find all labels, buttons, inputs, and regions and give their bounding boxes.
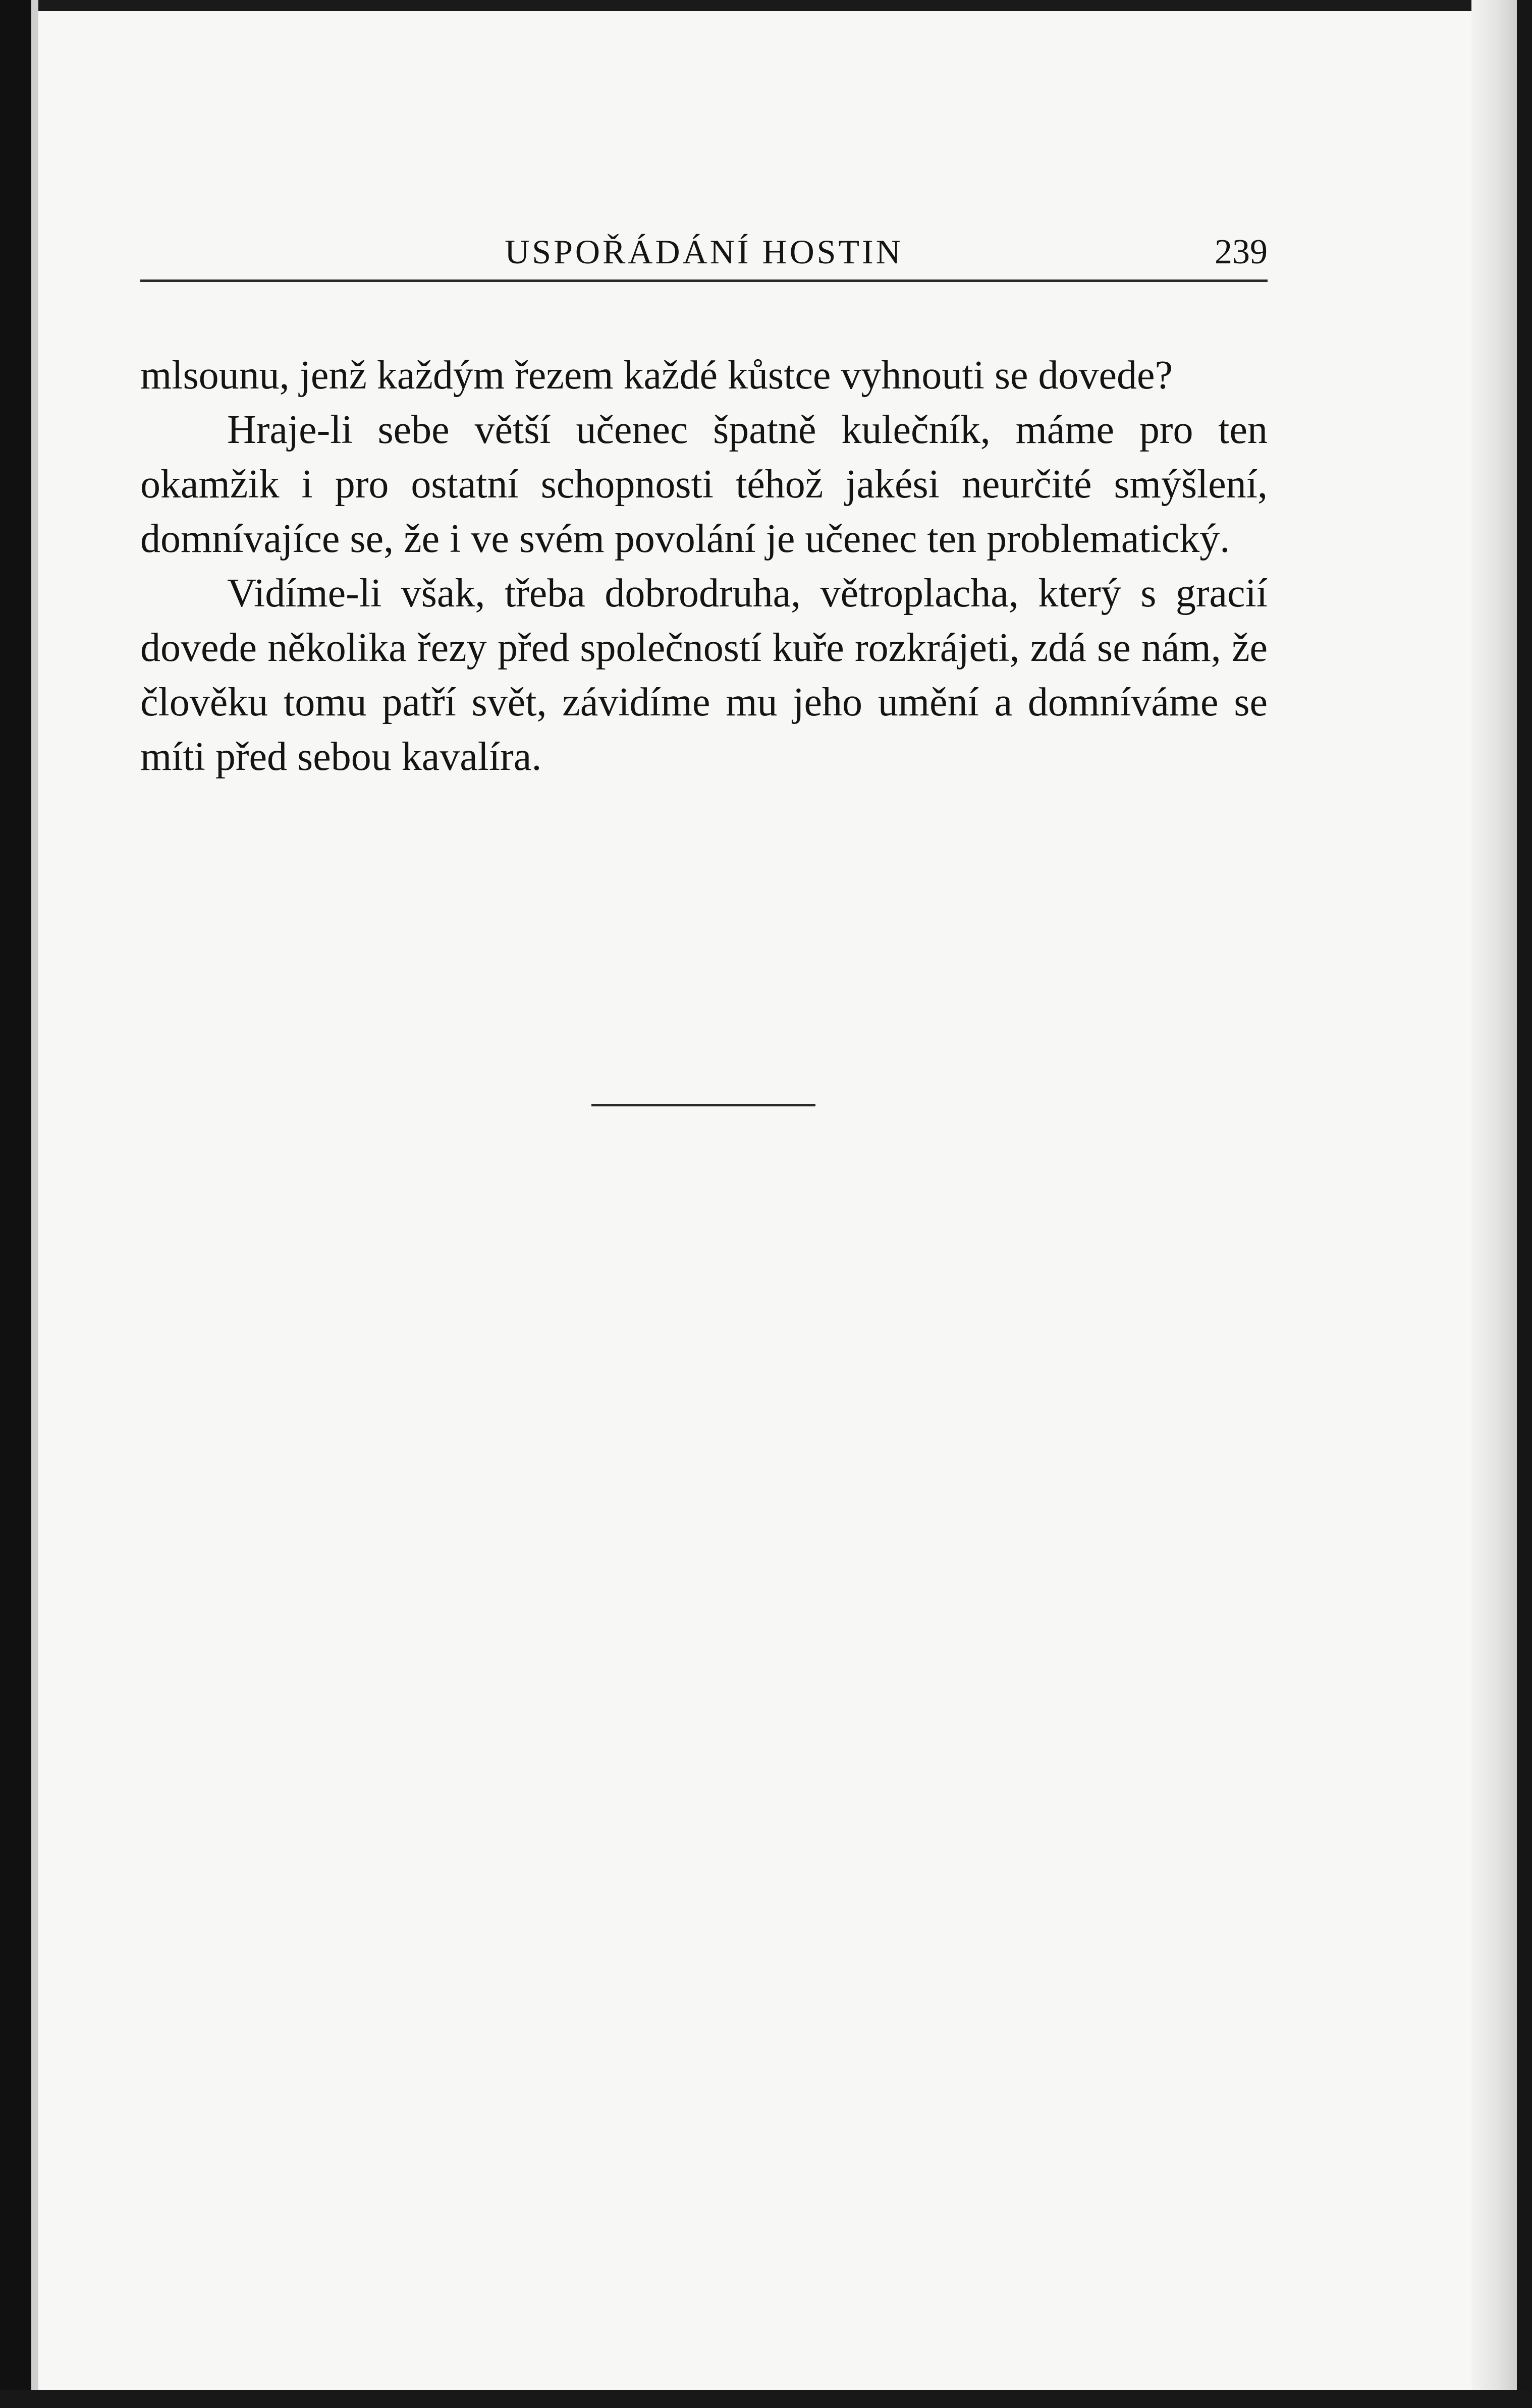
running-head bbox=[140, 222, 1268, 283]
scan-edge-left bbox=[0, 0, 31, 2408]
page-edge-shadow bbox=[1471, 0, 1517, 2408]
body-text bbox=[140, 348, 1268, 784]
paragraph: Hraje-li sebe větší učenec špatně kulečník, máme pro ten okamžik i pro ostatní schopnosti téhož jakési neurčité smýšlení, domnívajíce se, že i ve svém povolání je učenec ten problematický. bbox=[140, 408, 1268, 561]
scan-edge-right bbox=[1517, 0, 1532, 2408]
scan-edge-top bbox=[0, 0, 1532, 11]
section-end-rule bbox=[591, 1104, 815, 1106]
running-head-title: USPOŘÁDÁNÍ HOSTIN bbox=[505, 233, 903, 271]
page-number: 239 bbox=[1215, 233, 1268, 271]
header-rule bbox=[140, 279, 1268, 282]
paragraph: Vidíme-li však, třeba dobrodruha, větroplacha, který s gracií dovede několika řezy před společností kuře rozkrájeti, zdá se nám, že člověku tomu patří svět, závidíme mu jeho umění a domníváme se míti před sebou kavalíra. bbox=[140, 571, 1268, 779]
paragraph-continuation: mlsounu, jenž každým řezem každé kůstce vyhnouti se dovede? bbox=[140, 353, 1173, 398]
page-gutter bbox=[31, 0, 38, 2408]
scan-edge-bottom bbox=[0, 2390, 1532, 2408]
